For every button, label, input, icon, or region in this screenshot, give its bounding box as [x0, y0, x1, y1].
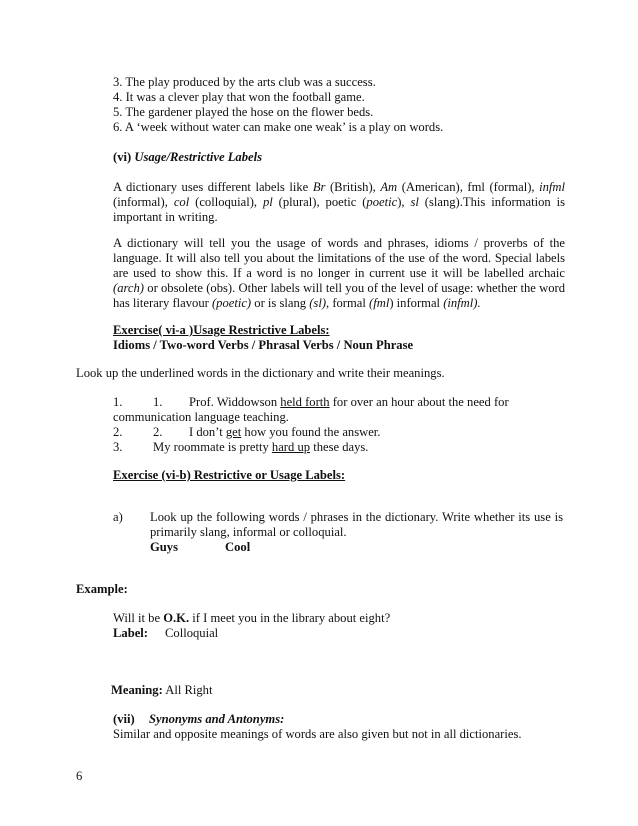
page-number: 6	[76, 769, 83, 783]
example-heading: Example:	[76, 582, 128, 596]
exercise-b-heading: Exercise (vi-b) Restrictive or Usage Labels:	[113, 468, 346, 482]
section-vii-heading: (vii) Synonyms and Antonyms:	[113, 712, 285, 726]
exercise-a-subheading: Idioms / Two-word Verbs / Phrasal Verbs / Noun Phrase	[113, 338, 414, 352]
exercise-a-heading: Exercise( vi-a )Usage Restrictive Labels:	[113, 323, 330, 337]
instruction-text: Look up the underlined words in the dictionary and write their meanings.	[76, 366, 445, 380]
exercise-item: 1. 1. Prof. Widdowson held forth for over an hour about the need for communication language teaching.	[113, 395, 509, 424]
usage-paragraph: A dictionary will tell you the usage of words and phrases, idioms / proverbs of the language. It will also tell you about the limitations of the use of the word. Special labels are used to show this. If a word is no longer in current use it will be labelled archaic (arch) or obsolete (obs). Other labels will tell you of the level of usage: whether the word has literary flavour (poetic) or is slang (sl), formal (fml) informal (infml).	[113, 236, 565, 310]
item-a-label: a)	[113, 510, 123, 524]
labels-paragraph: A dictionary uses different labels like Br (British), Am (American), fml (formal), infml (informal), col (colloquial), pl (plural), poetic (poetic), sl (slang).This information is important in writing.	[113, 180, 566, 224]
example-label: Label: Colloquial	[113, 626, 219, 640]
item-a-text: Look up the following words / phrases in the dictionary. Write whether its use is primarily slang, informal or colloquial.	[150, 510, 563, 539]
item-a-word: Cool	[225, 540, 251, 554]
section-vi-title: Usage/Restrictive Labels	[134, 150, 263, 164]
exercise-item: 2. 2. I don’t get how you found the answer.	[113, 425, 381, 439]
list-item: 5. The gardener played the hose on the flower beds.	[113, 105, 374, 119]
section-vi-number: (vi)	[113, 150, 132, 164]
section-vi-heading	[113, 150, 262, 165]
list-item: 4. It was a clever play that won the football game.	[113, 90, 365, 104]
item-a-word: Guys	[150, 540, 178, 554]
section-vii-text: Similar and opposite meanings of words are also given but not in all dictionaries.	[113, 727, 522, 741]
list-item: 6. A ‘week without water can make one weak’ is a play on words.	[113, 120, 444, 134]
example-sentence: Will it be O.K. if I meet you in the library about eight?	[113, 611, 391, 625]
example-meaning: Meaning: All Right	[111, 683, 213, 697]
exercise-item: 3. My roommate is pretty hard up these days.	[113, 440, 369, 454]
list-item: 3. The play produced by the arts club was a success.	[113, 75, 376, 89]
